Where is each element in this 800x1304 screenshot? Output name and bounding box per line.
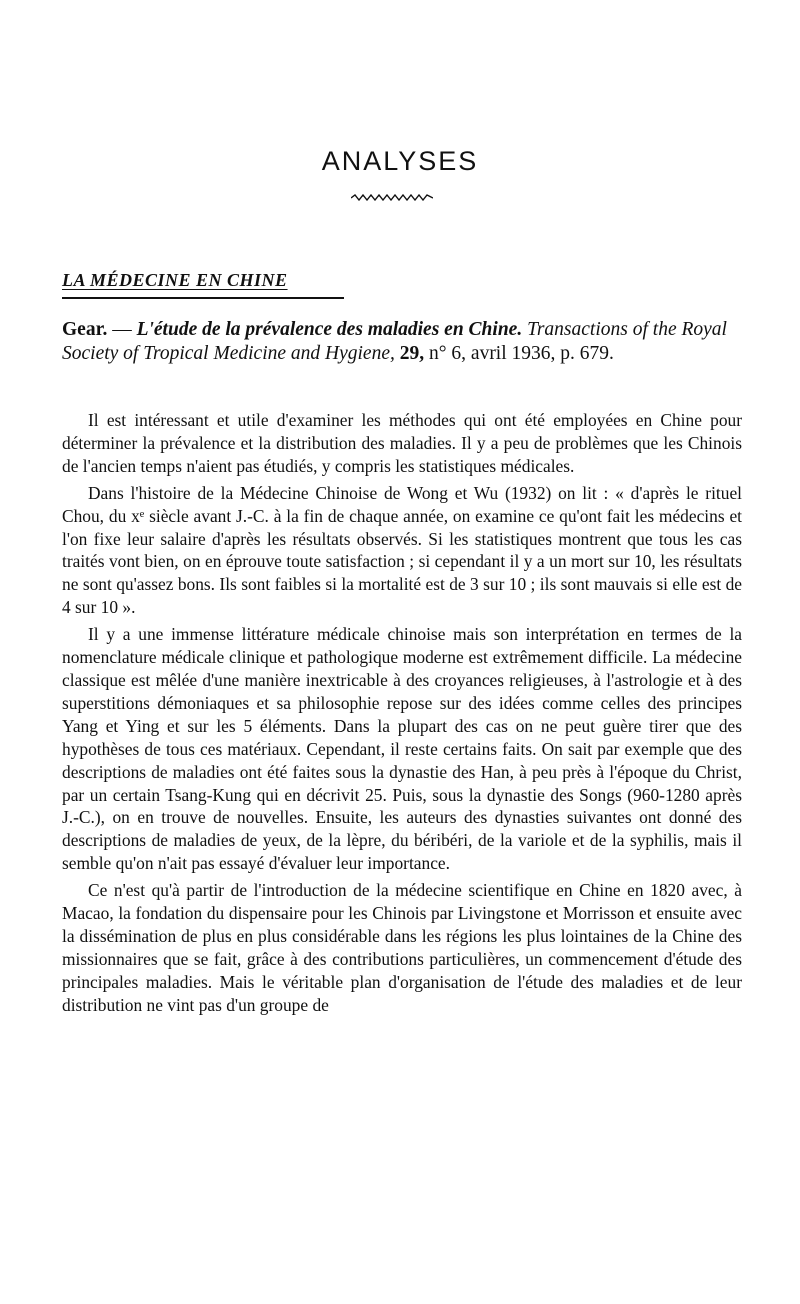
citation	[62, 318, 742, 366]
paragraph: Ce n'est qu'à partir de l'introduction de la médecine scientifique en Chine en 1820 avec, à Macao, la fondation du dispensaire pour les Chinois par Livingstone et Morrisson et ensuite avec la dissémination de plus en plus considérable dans les régions les plus lointaines de la Chine des missionnaires que se fait, grâce à des contributions particulières, un commencement d'étude des principales maladies. Mais le véritable plan d'organisation de l'étude des maladies et de leur distribution ne vint pas d'un groupe de	[62, 880, 742, 1015]
citation-journal: Transactions of the Royal Society of Tropical Medicine and Hygiene,	[62, 319, 727, 364]
paragraph: Il y a une immense littérature médicale chinoise mais son interprétation en termes de la nomenclature médicale clinique et pathologique moderne est extrêmement difficile. La médecine classique est mêlée d'une manière inextricable à des croyances religieuses, à l'astrologie et à des superstitions démoniaques et sa philosophie repose sur des idées comme celles des principes Yang et Ying et sur les 5 éléments. Dans la plupart des cas on ne peut guère tirer que des hypothèses de tous ces matériaux. Cependant, il reste certains faits. On sait par exemple que des descriptions de maladies ont été faites sous la dynastie des Han, à peu près à l'époque du Christ, par un certain Tsang-Kung qui en décrivit 25. Puis, sous la dynastie des Songs (960-1280 après J.-C.), on en trouve de nouvelles. Ensuite, les auteurs des dynasties suivantes ont donné des descriptions de maladies de yeux, de la lèpre, du béribéri, de la variole et de la syphilis, mais il semble qu'on n'ait pas essayé d'évaluer leur importance.	[62, 624, 742, 874]
citation-article-title: L'étude de la prévalence des maladies en Chine.	[136, 319, 523, 340]
section-rule	[62, 297, 344, 299]
paragraph: Il est intéressant et utile d'examiner les méthodes qui ont été employées en Chine pour déterminer la prévalence et la distribution des maladies. Il y a peu de problèmes que les Chinois de l'ancien temps n'aient pas étudiés, y compris les statistiques médicales.	[62, 410, 742, 476]
paragraph: Dans l'histoire de la Médecine Chinoise de Wong et Wu (1932) on lit : « d'après le rituel Chou, du xᵉ siècle avant J.-C. à la fin de chaque année, on examine ce qu'ont fait les médecins et l'on fixe leur salaire d'après les résultats observés. Si les statistiques montrent que tous les cas traités vont bien, on en éprouve toute satisfaction ; si cependant il y a un mort sur 10, les résultats ne sont qu'assez bons. Ils sont faibles si la mortalité est de 3 sur 10 ; ils sont mauvais si elle est de 4 sur 10 ».	[62, 482, 742, 618]
article-body	[62, 409, 742, 1021]
page-title: ANALYSES	[321, 146, 479, 176]
section-heading: LA MÉDECINE EN CHINE	[62, 270, 288, 290]
title-ornament	[351, 194, 433, 202]
citation-author: Gear.	[62, 319, 108, 340]
citation-volume: 29,	[399, 343, 425, 364]
citation-details: n° 6, avril 1936, p. 679.	[428, 343, 614, 364]
citation-dash: —	[107, 319, 137, 340]
